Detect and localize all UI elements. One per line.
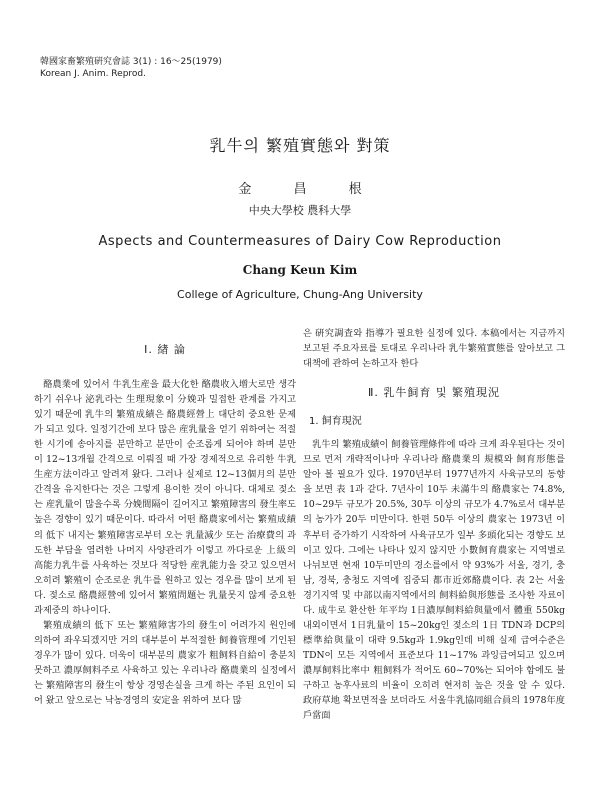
section-heading-status: Ⅱ. 乳牛飼育 및 繁殖現況: [367, 386, 501, 400]
paper-title-korean: 乳牛의 繁殖實態와 對策: [209, 136, 391, 155]
body-paragraph: 酪農業에 있어서 牛乳生産을 最大化한 酪農收入增大로만 생각하기 쉬우나 泌乳라는 生理現象이 分娩과 밀접한 관계를 가지고 있기 때문에 乳牛의 繁殖成績은 酪農經營上 대단히 중요한 문제가 되고 있다. 일정기간에 보다 많은 産乳量을 얻기 위하여는 적절한 시기에 송아지를 분만하고 분만이 순조롭게 되어야 하며 분만이 12~13개월 간격으로 이뤄질 때 가장 경제적으로 유리한 牛乳生産方法이라고 알려져 왔다. 그러나 실제로 12~13個月의 분만간격을 유지한다는 것은 그렇게 용이한 것이 아니다. 대체로 젖소는 産乳量이 많을수록 分娩間隔이 길어지고 繁殖障害의 發生率도 높은 경향이 있기 때문이다. 따라서 어떤 酪農家에서는 繁殖成績의 低下 내지는 繁殖障害로부터 오는 乳量減少 또는 治療費의 과도한 부담을 염려한 나머지 사양관리가 이렇고 까다로운 上級의 高能力乳牛를 사육하는 것보다 적당한 産乳能力을 갖고 있으면서 오히려 繁殖이 순조로운 乳牛를 원하고 있는 경우를 많이 보게 된다. 젖소로 酪農經營에 있어서 繁殖問題는 乳量못지 않게 중요한 과제중의 하나이다.: [34, 379, 296, 616]
journal-citation-ko: 韓國家畜繁殖硏究會誌 3(1) : 16～25(1979): [40, 57, 222, 67]
affiliation-english: College of Agriculture, Chung-Ang University: [177, 288, 423, 301]
section-heading-introduction: Ⅰ. 緖 論: [144, 343, 186, 356]
left-column: [34, 326, 296, 708]
journal-citation: [40, 56, 222, 80]
affiliation-korean: 中央大學校 農科大學: [248, 204, 352, 217]
right-column: [303, 326, 565, 723]
author-name-korean: 金 昌 根: [238, 182, 362, 197]
subsection-heading-rearing: 1. 飼育現況: [309, 416, 362, 428]
body-paragraph-continued: 은 硏究調査와 指導가 필요한 실정에 있다. 本稿에서는 지금까지 보고된 주요자료를 토대로 우리나라 乳牛繁殖實態를 알아보고 그 대책에 관하여 논하고자 한다: [303, 328, 565, 370]
body-paragraph: 乳牛의 繁殖成績이 飼養管理條件에 따라 크게 좌우된다는 것이므로 먼저 개략적이나마 우리나라 酪農業의 規模와 飼育形態를 알아 볼 필요가 있다. 1970년부터 1977년까지 사육규모의 동향을 보면 表 1과 같다. 7년사이 10두 未滿牛의 酪農家는 74.8%, 10~29두 규모가 20.5%, 30두 이상의 규모가 4.7%로서 대부분의 농가가 20두 미만이다. 한편 50두 이상의 農家는 1973년 이후부터 증가하기 시작하여 사육규모가 일부 多頭化되는 경향도 보이고 있다. 그에는 나타나 있지 않지만 小數飼育農家는 지역별로 나뉘보면 현재 10두미만의 경소를에서 약 93%가 서울, 경기, 충남, 경북, 충청도 지역에 집중되 都市近郊酪農이다. 表 2는 서울 경기지역 및 中部以南지역에서의 飼料給與形態를 조사한 자료이다. 成牛로 환산한 年平均 1日濃厚飼料給與量에서 體重 550kg내외이면서 1日乳量이 15~20kg인 젖소의 1日 TDN과 DCP의 標準給與量이 대략 9.5kg과 1.9kg인데 비해 실제 급여수준은 TDN이 모든 지역에서 표준보다 11~17% 과잉급여되고 있으며 濃厚飼料比率中 粗飼料가 적어도 60~70%는 되어야 함에도 불구하고 농후사료의 비율이 오히려 현저히 높은 것을 알 수 있다. 政府草地 확보면적을 보더라도 서울牛乳協同組合員의 1978年度 戶當面: [303, 439, 565, 722]
author-name-english: Chang Keun Kim: [242, 263, 358, 277]
body-paragraph: 繁殖成績의 低下 또는 繁殖障害가의 發生이 어려가지 원인에 의하여 좌우되겠지만 거의 대부분이 부적절한 飼養管理에 기인된 경우가 많이 있다. 더욱이 대부분의 農家가 粗飼料自給이 충분치 못하고 濃厚飼料주로 사육하고 있는 우리나라 酪農業의 실정에서는 繁殖障害의 發生이 항상 경영손실을 크게 하는 주된 요인이 되어 왔고 앞으로는 낙농경영의 安定을 위하여 보다 많: [34, 619, 296, 707]
journal-citation-en: Korean J. Anim. Reprod.: [40, 69, 146, 79]
paper-title-english: Aspects and Countermeasures of Dairy Cow Reproduction: [98, 234, 502, 249]
